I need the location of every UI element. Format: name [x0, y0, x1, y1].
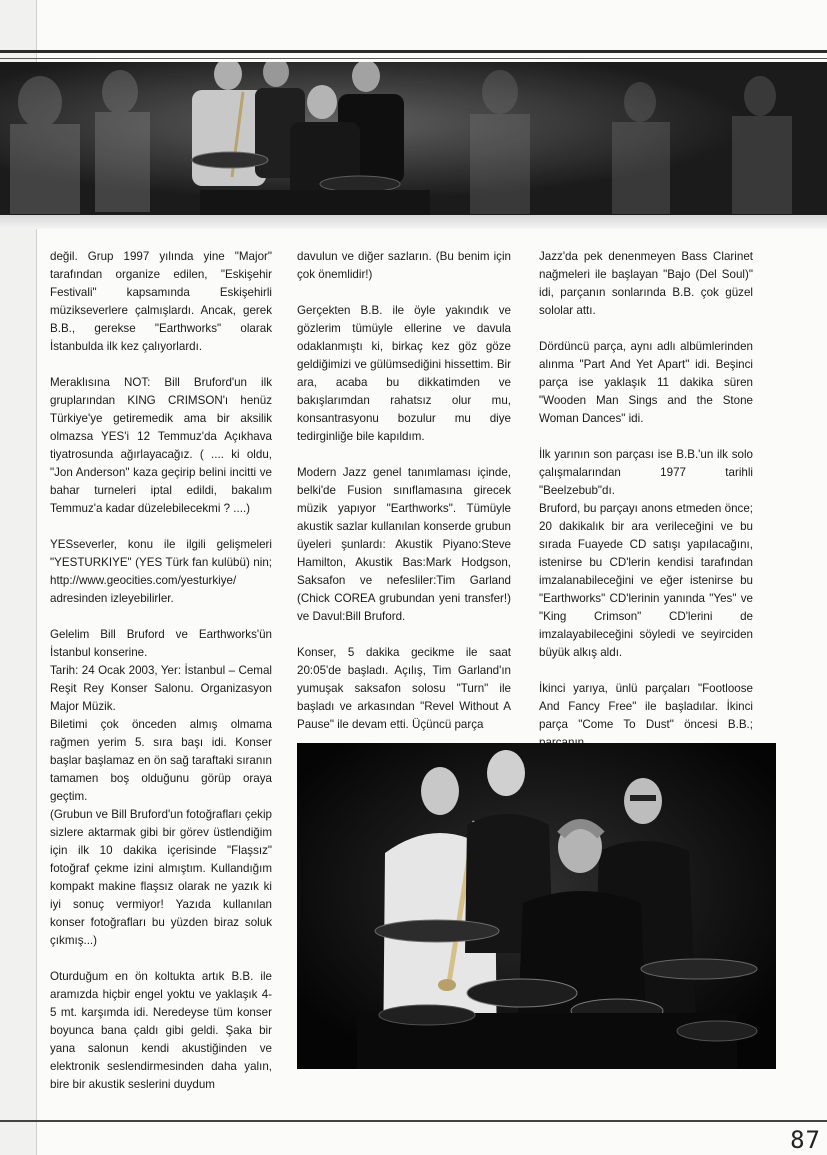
- text-column-2: [297, 248, 511, 734]
- paragraph: Gerçekten B.B. ile öyle yakındık ve gözlerim tümüyle ellerine ve davula odaklanmıştı ki, birkaç kez göz göze geldiğimizi ve gülümsediğini hissettim. Bir ara, acaba bu dikkatimden ve bakışlarımdan rahatsız olur mu, konsantrasyonu bozulur mu diye tedirginliğe bile kapıldım.: [297, 304, 511, 443]
- paragraph: davulun ve diğer sazların. (Bu benim için çok önemlidir!): [297, 250, 511, 281]
- text-column-3: [539, 248, 753, 752]
- paragraph: Meraklısına NOT: Bill Bruford'un ilk gruplarından KING CRIMSON'ı henüz Türkiye'ye getiremedik ama bir aksilik olmazsa YES'i 12 Temmuz'da Açıkhava tiyatrosunda ağırlayacağız. ( .... ki oldu, "Jon Anderson" kaza geçirip belini incitti ve bahar turneleri iptal edildi, bakalım Temmuz'a kadar düzelebilecekmi ? ....): [50, 376, 272, 515]
- paragraph: Konser, 5 dakika gecikme ile saat 20:05'de başladı. Açılış, Tim Garland'ın yumuşak saksafon solosu "Turn" ile başladı ve arkasından "Revel Without A Pause" ile devam etti. Üçüncü parça: [297, 646, 511, 731]
- banner-photo: [0, 62, 827, 215]
- paragraph: Modern Jazz genel tanımlaması içinde, belki'de Fusion sınıflamasına girecek müzik yapıyor "Earthworks". Tümüyle akustik sazlar kullanılan konserde grubun üyeleri şunlardı: Akustik Piyano:Steve Hamilton, Akustik Bas:Mark Hodgson, Saksafon ve nefesliler:Tim Garland (Chick COREA grubundan yeni transfer!) ve Davul:Bill Bruford.: [297, 466, 511, 623]
- paragraph: YESseverler, konu ile ilgili gelişmeleri "YESTURKIYE" (YES Türk fan kulübü) nin; http://www.geocities.com/yesturkiye/ adresinden izleyebilirler.: [50, 538, 272, 605]
- banner-fade: [0, 215, 827, 229]
- band-photo: [297, 743, 776, 1069]
- paragraph: Biletimi çok önceden almış olmama rağmen yerim 5. sıra başı idi. Konser başlar başlamaz en ön sağ taraftaki sıranın tamamen boş olduğunu görüp oraya geçtim.: [50, 718, 272, 803]
- paragraph: Tarih: 24 Ocak 2003, Yer: İstanbul – Cemal Reşit Rey Konser Salonu. Organizasyon Major Müzik.: [50, 664, 272, 713]
- text-column-1: [50, 248, 272, 1094]
- paragraph: İlk yarının son parçası ise B.B.'un ilk solo çalışmalarından 1977 tarihli "Beelzebub"dı.: [539, 448, 753, 497]
- paragraph: Dördüncü parça, aynı adlı albümlerinden alınma "Part And Yet Apart" idi. Beşinci parça ise yaklaşık 11 dakika süren "Wooden Man Sings and the Stone Woman Dances" idi.: [539, 340, 753, 425]
- paragraph: değil. Grup 1997 yılında yine "Major" tarafından organize edilen, "Eskişehir Festivali" kapsamında Eskişehirli müzikseverlere çalmışlardı. Ancak, gerek B.B., gerekse "Earthworks" olarak İstanbulda ilk kez çalıyorlardı.: [50, 250, 272, 353]
- header-rule: [0, 50, 827, 53]
- paragraph: Oturduğum en ön koltukta artık B.B. ile aramızda hiçbir engel yoktu ve yaklaşık 4-5 mt. karşımda idi. Neredeyse tüm konser boyunca bana çaldı gibi geldi. Şaka bir yana salonun kendi akustiğinden ve elektronik seslendirmesinden daha yalın, bire bir akustik seslerini duydum: [50, 970, 272, 1091]
- paragraph: Jazz'da pek denenmeyen Bass Clarinet nağmeleri ile başlayan "Bajo (Del Soul)" idi, parçanın sonlarında B.B. çok güzel sololar attı.: [539, 250, 753, 317]
- footer-rule: [0, 1120, 827, 1122]
- page-number: 87: [790, 1126, 821, 1154]
- paragraph: Bruford, bu parçayı anons etmeden önce; 20 dakikalık bir ara verileceğini ve bu sırada Fuayede CD satışı yapılacağını, istenirse bu CD'lerin kendisi tarafından imzalanabileceğini ve eğer istenirse bu "Earthworks" CD'lerinin yanında "Yes" ve "King Crimson" CD'lerini de imzalayabileceğini söyledi ve seyirciden büyük alkış aldı.: [539, 502, 753, 659]
- paragraph: İkinci yarıya, ünlü parçaları "Footloose And Fancy Free" ile başladılar. İkinci parça "Come To Dust" öncesi B.B.;: [539, 682, 753, 731]
- paragraph: Gelelim Bill Bruford ve Earthworks'ün İstanbul konserine.: [50, 628, 272, 659]
- paragraph: (Grubun ve Bill Bruford'un fotoğrafları çekip sizlere aktarmak gibi bir görev üstlendiğim için ilk 10 dakika içerisinde "Flaşsız" fotoğraf çekme izini almıştım. Kullandığım kompakt makine flaşsız olarak ne yazık ki iyi sonuç vermiyor! Yazıda kullanılan konser fotoğrafları bu yüzden biraz soluk çıkmış...): [50, 808, 272, 947]
- header-rule-thin: [0, 58, 827, 59]
